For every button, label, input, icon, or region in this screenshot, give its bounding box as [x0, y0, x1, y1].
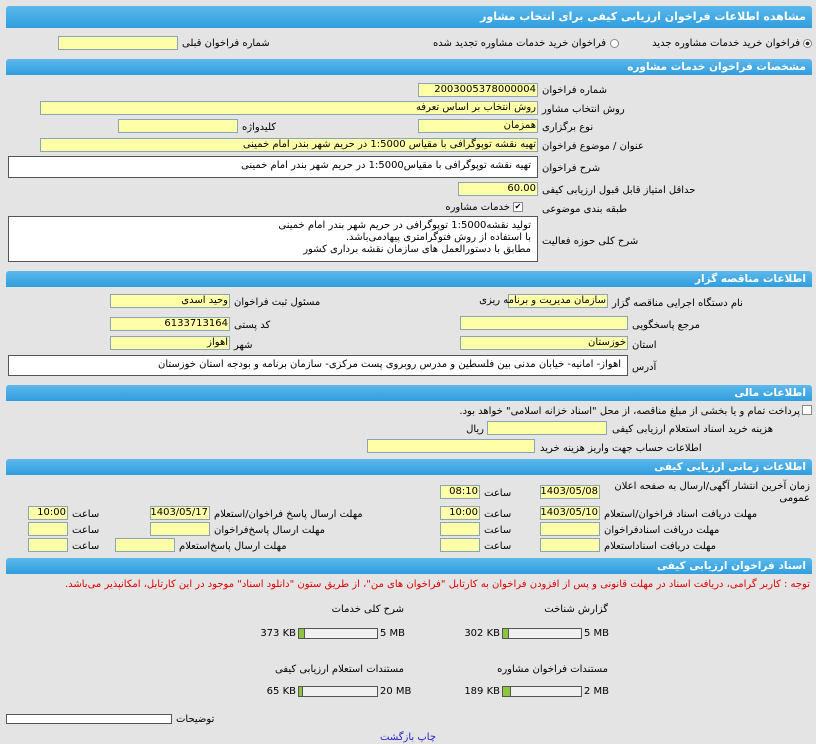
time-label: ساعت — [484, 525, 512, 536]
city-label: شهر — [234, 340, 253, 351]
time-label: ساعت — [72, 541, 100, 552]
publish-date[interactable]: 1403/05/08 — [540, 486, 598, 497]
resp-field[interactable]: وحید اسدی — [110, 294, 230, 308]
radio-new-call[interactable] — [803, 39, 812, 48]
number-label: شماره فراخوان — [542, 85, 607, 96]
notes-field[interactable] — [6, 714, 172, 724]
notes-label: توضیحات — [176, 714, 215, 725]
org-name-field[interactable]: سازمان مدیریت و برنامه ریزی — [479, 295, 606, 306]
desc-label: شرح فراخوان — [542, 163, 601, 174]
send-date[interactable]: 1403/05/17 — [150, 507, 208, 518]
method-label: روش انتخاب مشاور — [542, 104, 625, 115]
doc-size: 373 KB — [260, 628, 296, 639]
send-call-label: مهلت ارسال پاسخ‌فراخوان — [214, 525, 325, 536]
keyword-label: کلیدواژه — [242, 122, 277, 133]
province-field[interactable]: خوزستان — [460, 336, 628, 350]
minscore-field[interactable]: 60.00 — [458, 182, 538, 196]
category-value: خدمات مشاوره — [445, 202, 510, 213]
scope-line: مطابق با دستورالعمل های سازمان نقشه برداری کشور — [303, 244, 531, 255]
docs-notice: توجه : کاربر گرامی، دریافت اسناد در مهلت قانونی و پس از افزودن فراخوان به کارتابل "فراخوان های من"، از طریق ستون "دانلود اسناد" موجود در این کارتابل، امکانپذیر می‌باشد. — [64, 579, 810, 590]
section-spec-header: مشخصات فراخوان خدمات مشاوره — [6, 59, 812, 75]
type-field[interactable]: همزمان — [418, 119, 538, 133]
time-label: ساعت — [72, 525, 100, 536]
send-inq-date[interactable] — [115, 538, 175, 552]
send-inq-time[interactable] — [28, 538, 68, 552]
receive-inq-label: مهلت دریافت اسناداستعلام — [604, 541, 716, 552]
postal-field[interactable]: 6133713164 — [110, 317, 230, 331]
keyword-field[interactable] — [118, 119, 238, 133]
radio-renewed-label: فراخوان خرید خدمات مشاوره تجدید شده — [432, 38, 606, 49]
doc-name: شرح کلی خدمات — [331, 604, 404, 615]
category-label: طبقه بندی موضوعی — [542, 204, 628, 215]
doc-name: مستندات استعلام ارزیابی کیفی — [274, 664, 404, 675]
fee-label: هزینه خرید اسناد استعلام ارزیابی کیفی — [612, 424, 773, 435]
method-field[interactable]: روش انتخاب بر اساس تعرفه — [40, 101, 538, 115]
account-field[interactable] — [367, 439, 535, 453]
city-field[interactable]: اهواز — [110, 336, 230, 350]
doc-size: 302 KB — [464, 628, 500, 639]
progress-fill — [503, 629, 509, 638]
radio-renewed-call[interactable] — [610, 39, 619, 48]
send-call-time[interactable] — [28, 522, 68, 536]
section-docs-header: اسناد فراخوان ارزیابی کیفی — [6, 558, 812, 574]
doc-name: گزارش شناخت — [544, 604, 608, 615]
receive-time[interactable]: 10:00 — [440, 506, 480, 520]
doc-size: 65 KB — [266, 686, 296, 697]
currency-label: ریال — [466, 424, 484, 435]
account-label: اطلاعات حساب جهت واریز هزینه خرید — [540, 443, 702, 454]
category-checkbox[interactable]: ✔ — [514, 202, 522, 211]
province-label: استان — [632, 340, 657, 351]
receive-date[interactable]: 1403/05/10 — [540, 507, 598, 518]
doc-download-progress[interactable] — [502, 686, 582, 697]
scope-line: با استفاده از روش فتوگرامتری پیهادمی‌باشد. — [345, 232, 531, 243]
fee-field[interactable] — [487, 421, 607, 435]
scope-field[interactable] — [8, 216, 538, 262]
doc-max-size: 5 MB — [380, 628, 406, 639]
send-label: مهلت ارسال پاسخ فراخوان/استعلام — [214, 509, 363, 520]
address-field[interactable]: اهواز- امانیه- خیابان مدنی بین فلسطین و مدرس روبروی پست مرکزی- سازمان برنامه و بودجه استان خوزستان — [8, 355, 628, 376]
time-label: ساعت — [484, 541, 512, 552]
prev-number-input[interactable] — [58, 36, 178, 50]
section-timing-header: اطلاعات زمانی ارزیابی کیفی — [6, 459, 812, 475]
receive-call-label: مهلت دریافت اسنادفراخوان — [604, 525, 720, 536]
postal-label: کد پستی — [234, 320, 271, 331]
publish-label: زمان آخرین انتشار آگهی/ارسال به صفحه اعلان عمومی — [614, 481, 810, 504]
scope-label: شرح کلی حوزه فعالیت — [542, 236, 639, 247]
doc-download-progress[interactable] — [298, 686, 378, 697]
receive-label: مهلت دریافت اسناد فراخوان/استعلام — [604, 509, 758, 520]
ref-field[interactable] — [460, 316, 628, 330]
subject-label: عنوان / موضوع فراخوان — [542, 141, 644, 152]
receive-inq-date[interactable] — [540, 538, 600, 552]
prev-number-label: شماره فراخوان قبلی — [182, 38, 270, 49]
receive-call-time[interactable] — [440, 522, 480, 536]
send-time[interactable]: 10:00 — [28, 506, 68, 520]
time-label: ساعت — [72, 509, 100, 520]
doc-max-size: 2 MB — [584, 686, 610, 697]
section-org-header: اطلاعات مناقصه گزار — [6, 271, 812, 287]
time-label: ساعت — [484, 509, 512, 520]
progress-fill — [503, 687, 511, 696]
doc-name: مستندات فراخوان مشاوره — [497, 664, 608, 675]
doc-download-progress[interactable] — [298, 628, 378, 639]
ref-label: مرجع پاسخگویی — [632, 320, 701, 331]
treasury-text: پرداخت تمام و یا بخشی از مبلغ مناقصه، از محل "اسناد خزانه اسلامی" خواهد بود. — [459, 406, 800, 417]
doc-size: 189 KB — [464, 686, 500, 697]
minscore-label: حداقل امتیاز قابل قبول ارزیابی کیفی — [542, 185, 696, 196]
subject-field[interactable]: تهیه نقشه توپوگرافی با مقیاس 1:5000 در حریم شهر بندر امام خمینی — [40, 138, 538, 152]
receive-call-date[interactable] — [540, 522, 600, 536]
org-name-label: نام دستگاه اجرایی مناقصه گزار — [612, 298, 743, 309]
send-call-date[interactable] — [150, 522, 210, 536]
treasury-checkbox[interactable] — [802, 405, 812, 415]
section-finance-header: اطلاعات مالی — [6, 385, 812, 401]
progress-fill — [299, 687, 303, 696]
address-label: آدرس — [632, 362, 657, 373]
scope-line: تولید نقشه1:5000 توپوگرافی در حریم شهر بندر امام خمینی — [278, 220, 531, 231]
time-label: ساعت — [484, 488, 512, 499]
page-title: مشاهده اطلاعات فراخوان ارزیابی کیفی برای انتخاب مشاور — [6, 6, 812, 28]
doc-download-progress[interactable] — [502, 628, 582, 639]
back-link[interactable]: بازگشت — [380, 732, 415, 743]
number-field[interactable]: 2003005378000004 — [418, 83, 538, 97]
doc-max-size: 20 MB — [380, 686, 412, 697]
doc-max-size: 5 MB — [584, 628, 610, 639]
desc-field[interactable]: تهیه نقشه توپوگرافی با مقیاس1:5000 در حریم شهر بندر امام خمینی — [8, 156, 538, 178]
resp-label: مسئول ثبت فراخوان — [234, 297, 321, 308]
publish-time[interactable]: 08:10 — [440, 485, 480, 499]
send-inq-label: مهلت ارسال پاسخ‌استعلام — [179, 541, 287, 552]
type-label: نوع برگزاری — [542, 122, 594, 133]
receive-inq-time[interactable] — [440, 538, 480, 552]
print-link[interactable]: چاپ — [417, 732, 437, 743]
footer-links — [380, 732, 436, 743]
radio-new-label: فراخوان خرید خدمات مشاوره جدید — [652, 38, 800, 49]
progress-fill — [299, 629, 305, 638]
